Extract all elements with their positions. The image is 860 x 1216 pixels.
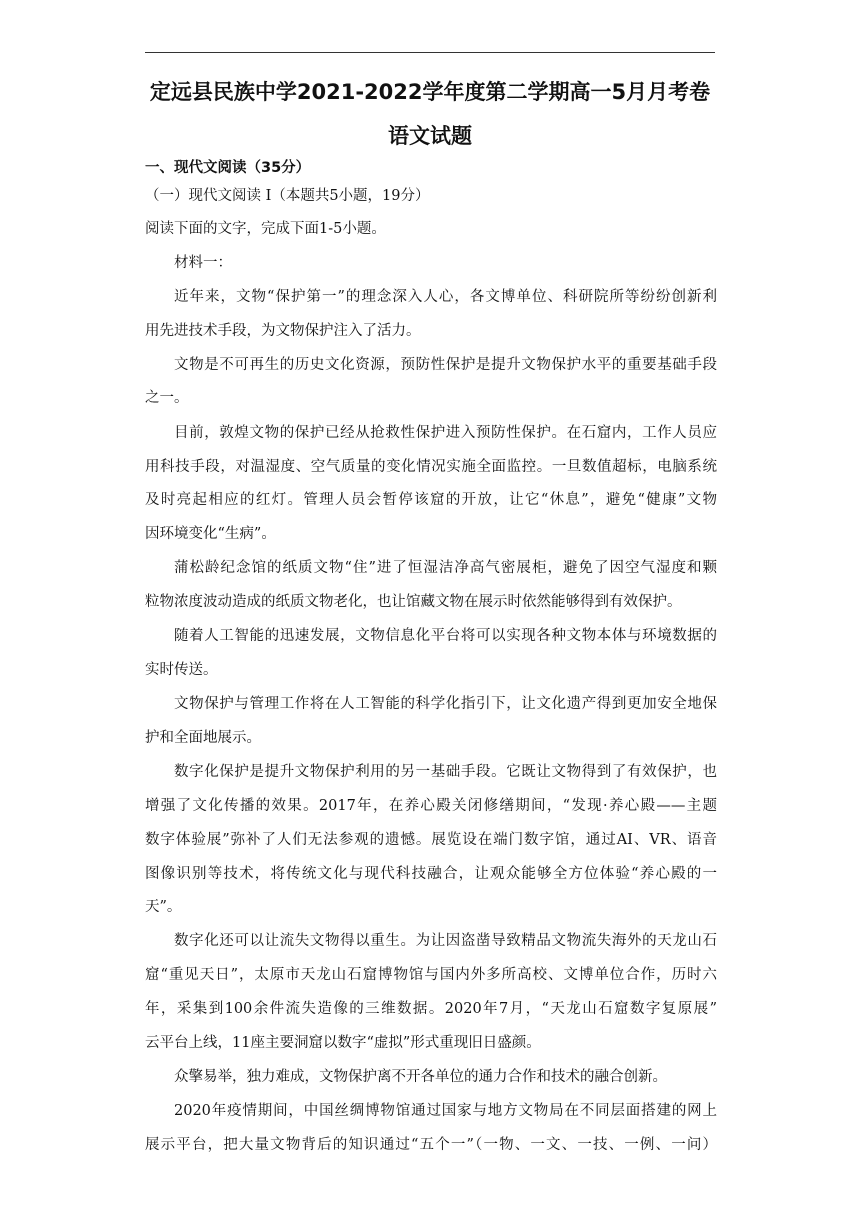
exam-title: 定远县民族中学2021-2022学年度第二学期高一5月月考卷 xyxy=(149,80,711,104)
passage-line: 文物保护与管理工作将在人工智能的科学化指引下，让文化遗产得到更加安全地保 xyxy=(174,696,717,712)
passage-line: 粒物浓度波动造成的纸质文物老化，也让馆藏文物在展示时依然能够得到有效保护。 xyxy=(145,594,682,610)
passage-line: 护和全面地展示。 xyxy=(145,730,261,746)
passage-line: 众擎易举，独力难成，文物保护离不开各单位的通力合作和技术的融合创新。 xyxy=(174,1069,667,1085)
passage-line: 云平台上线，11座主要洞窟以数字“虚拟”形式重现旧日盛颜。 xyxy=(145,1035,541,1051)
passage-line: 随着人工智能的迅速发展，文物信息化平台将可以实现各种文物本体与环境数据的 xyxy=(174,628,717,644)
passage-line: 近年来，文物“保护第一”的理念深入人心，各文博单位、科研院所等纷纷创新利 xyxy=(174,289,717,305)
passage-line: 数字化保护是提升文物保护利用的另一基础手段。它既让文物得到了有效保护，也 xyxy=(174,764,717,780)
passage-line: 蒲松龄纪念馆的纸质文物“住”进了恒湿洁净高气密展柜，避免了因空气湿度和颗 xyxy=(174,560,717,576)
exam-subtitle: 语文试题 xyxy=(388,124,472,148)
instruction: 阅读下面的文字，完成下面1-5小题。 xyxy=(145,221,386,237)
passage-line: 及时亮起相应的红灯。管理人员会暂停该窟的开放，让它“休息”，避免“健康”文物 xyxy=(145,492,717,508)
passage-line: 实时传送。 xyxy=(145,662,218,678)
header-rule xyxy=(145,52,715,53)
passage-line: 用科技手段，对温湿度、空气质量的变化情况实施全面监控。一旦数值超标，电脑系统 xyxy=(145,459,717,475)
passage-line: 数字化还可以让流失文物得以重生。为让因盗凿导致精品文物流失海外的天龙山石 xyxy=(174,933,717,949)
passage-line: 增强了文化传播的效果。2017年，在养心殿关闭修缮期间，“发现·养心殿——主题 xyxy=(145,798,717,814)
passage-line: 目前，敦煌文物的保护已经从抢救性保护进入预防性保护。在石窟内，工作人员应 xyxy=(174,425,717,441)
passage-line: 天”。 xyxy=(145,899,182,915)
passage-line: 用先进技术手段，为文物保护注入了活力。 xyxy=(145,323,421,339)
passage-line: 年，采集到100余件流失造像的三维数据。2020年7月，“天龙山石窟数字复原展” xyxy=(145,1001,717,1017)
sub-heading: （一）现代文阅读 I（本题共5小题，19分） xyxy=(145,188,430,204)
passage-line: 数字体验展”弥补了人们无法参观的遗憾。展览设在端门数字馆，通过AI、VR、语音 xyxy=(145,832,717,848)
passage-line: 因环境变化“生病”。 xyxy=(145,526,276,542)
passage-line: 文物是不可再生的历史文化资源，预防性保护是提升文物保护水平的重要基础手段 xyxy=(174,357,717,373)
passage-line: 之一。 xyxy=(145,390,189,406)
material-label: 材料一： xyxy=(174,255,232,271)
passage-line: 窟“重见天日”，太原市天龙山石窟博物馆与国内外多所高校、文博单位合作，历时六 xyxy=(145,967,717,983)
passage-line: 展示平台，把大量文物背后的知识通过“五个一”（一物、一文、一技、一例、一问） xyxy=(145,1137,717,1153)
passage-line: 图像识别等技术，将传统文化与现代科技融合，让观众能够全方位体验“养心殿的一 xyxy=(145,866,717,882)
passage-line: 2020年疫情期间，中国丝绸博物馆通过国家与地方文物局在不同层面搭建的网上 xyxy=(174,1103,717,1119)
section-heading: 一、现代文阅读（35分） xyxy=(145,160,311,176)
